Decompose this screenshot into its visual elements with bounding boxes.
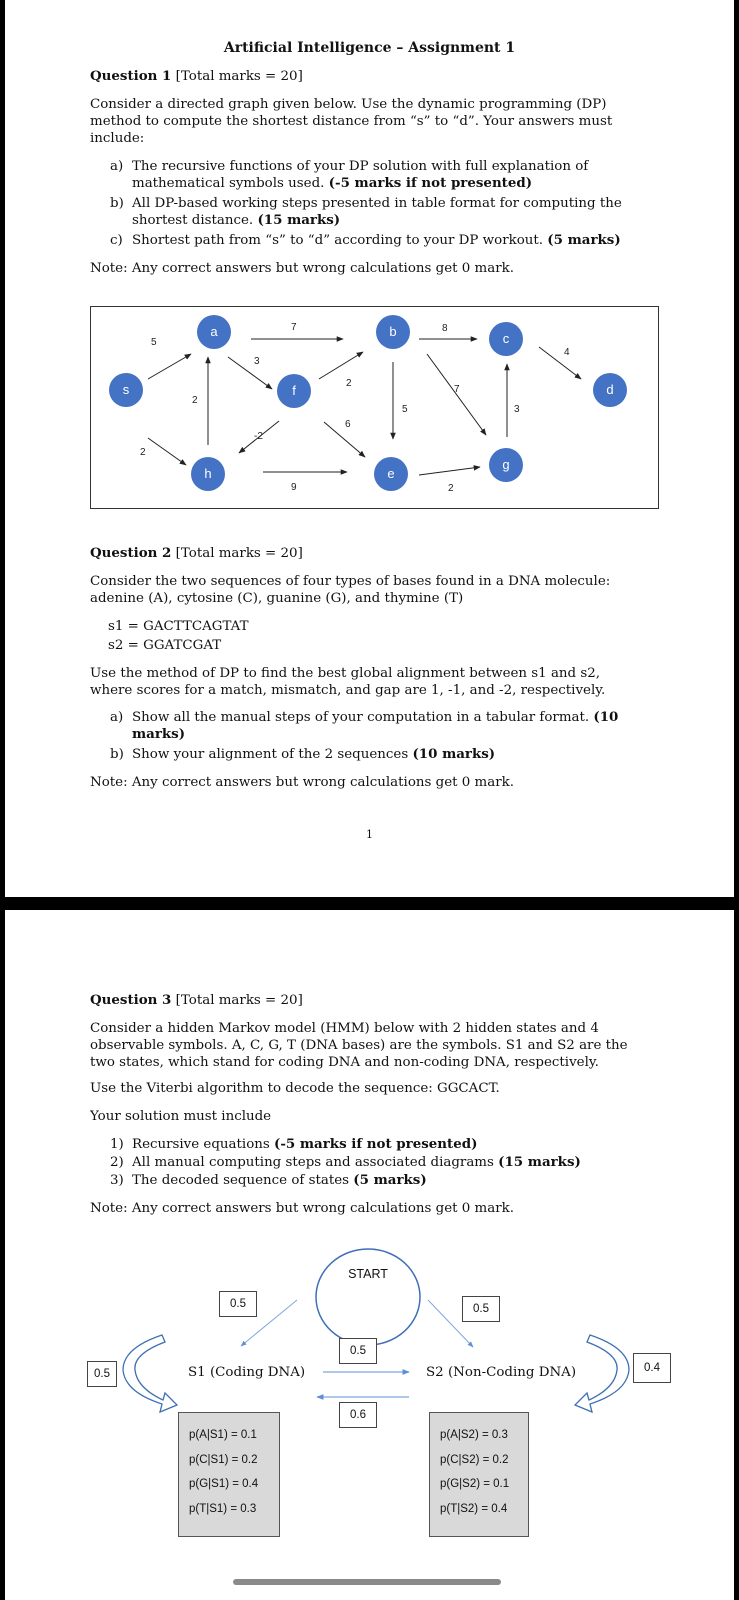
q1-note: Note: Any correct answers but wrong calculations get 0 mark. [90,261,514,276]
horizontal-scrollbar[interactable] [233,1579,501,1585]
item-text: All manual computing steps and associated diagrams [132,1155,499,1170]
edge-weight-s-h: 2 [140,447,146,458]
edge-weight-g-c: 3 [514,404,520,415]
edge-a-f [228,357,272,389]
item-text: Recursive equations [132,1137,275,1152]
document-title: Artificial Intelligence – Assignment 1 [223,40,516,56]
prob-start-to-s2: 0.5 [462,1296,500,1322]
edge-e-g [419,467,480,475]
emission-prob: p(C|S1) = 0.2 [189,1453,258,1466]
item-marks: (10 marks) [412,746,496,762]
item-marks: (-5 marks if not presented) [328,175,533,191]
item-label: 2) [110,1155,124,1170]
state-s2-label: S2 (Non-Coding DNA) [426,1365,577,1380]
edge-f-b [319,352,363,379]
hmm-diagram-arrows [5,910,734,1600]
q1-intro-line: Consider a directed graph given below. Use the dynamic programming (DP) [90,97,607,112]
item-text: Shortest path from “s” to “d” according to your DP workout. [132,233,548,248]
edge-weight-h-e: 9 [291,482,297,493]
q1-item-b [110,195,652,229]
graph-node-e: e [374,457,408,491]
s1-emission-box [178,1412,280,1537]
item-text: Show all the manual steps of your computation in a tabular format. [132,710,594,725]
emission-prob: p(T|S2) = 0.4 [440,1502,508,1515]
q2-item-a [110,709,652,743]
q1-item-c [110,232,652,249]
prob-start-to-s1: 0.5 [219,1291,257,1317]
state-s1-label: S1 (Coding DNA) [188,1365,306,1380]
emission-prob: p(G|S1) = 0.4 [189,1478,259,1490]
q3-marks: [Total marks = 20] [175,993,303,1008]
graph-node-a: a [197,315,231,349]
edge-s-a [148,354,191,379]
q2-heading: Question 2 [90,545,172,561]
item-marks: (10 [593,709,619,725]
q2-intro [90,573,610,607]
q1-heading: Question 1 [90,68,172,84]
q1-header [90,68,303,85]
edge-c-d [539,347,581,379]
q1-intro-line: include: [90,131,145,146]
item-label: c) [110,233,123,248]
graph-node-h: h [191,457,225,491]
item-label: 3) [110,1173,124,1188]
q3-intro-line: Consider a hidden Markov model (HMM) below with 2 hidden states and 4 [90,1021,599,1036]
item-label: b) [110,747,124,762]
item-marks: (5 marks) [547,232,621,248]
edge-weight-b-e: 5 [402,404,408,415]
item-text: The recursive functions of your DP solution with full explanation of [132,159,589,174]
item-text: The decoded sequence of states [132,1173,354,1188]
edge-weight-f-h: -2 [254,431,263,442]
item-label: b) [110,196,124,211]
q2-header [90,545,303,562]
item-text: mathematical symbols used. [132,176,329,191]
edge-weight-a-f: 3 [254,356,260,367]
prob-s1-self: 0.5 [87,1361,117,1387]
s2-self-loop-arrow [575,1335,629,1412]
s2-emission-box [429,1412,529,1537]
edge-weight-b-c: 8 [442,323,448,334]
q3-intro-line: two states, which stand for coding DNA and non-coding DNA, respectively. [90,1055,599,1070]
directed-graph-figure [90,306,659,509]
item-text: All DP-based working steps presented in table format for computing the [132,196,622,211]
edge-weight-f-e: 6 [345,419,351,430]
s1-self-loop-arrow [123,1335,177,1412]
emission-prob: p(G|S2) = 0.1 [440,1478,510,1490]
document-page-1 [5,0,734,897]
start-state-label: START [348,1267,388,1281]
q2-method-line: where scores for a match, mismatch, and gap are 1, -1, and -2, respectively. [90,683,606,698]
item-marks: (15 marks) [257,212,341,228]
prob-s2-to-s1: 0.6 [339,1402,377,1428]
item-marks: (15 marks) [498,1154,581,1170]
emission-prob: p(A|S1) = 0.1 [189,1429,257,1441]
page-number: 1 [366,828,373,841]
q3-must-include: Your solution must include [90,1109,272,1124]
edge-weight-c-d: 4 [564,347,570,358]
q2-item-b [110,746,652,763]
edge-weight-h-a: 2 [192,395,198,406]
q2-note: Note: Any correct answers but wrong calculations get 0 mark. [90,775,514,790]
edge-weight-a-b: 7 [291,322,297,333]
sequence-s1: s1 = GACTTCAGTAT [108,619,249,634]
q1-intro [90,96,612,147]
q3-task: Use the Viterbi algorithm to decode the sequence: GGCACT. [90,1081,500,1096]
item-marks: (-5 marks if not presented) [274,1136,478,1152]
q2-method-line: Use the method of DP to find the best global alignment between s1 and s2, [90,666,601,681]
sequence-s2: s2 = GGATCGAT [108,638,222,653]
graph-node-b: b [376,315,410,349]
q3-intro-line: observable symbols. A, C, G, T (DNA bases) are the symbols. S1 and S2 are the [90,1038,628,1053]
item-label: a) [110,159,124,174]
item-label: a) [110,710,124,725]
edge-weight-e-g: 2 [448,483,454,494]
emission-prob: p(A|S2) = 0.3 [440,1429,508,1441]
edge-weight-b-g: 7 [454,384,460,395]
edge-s-h [148,438,186,465]
graph-node-g: g [489,448,523,482]
q2-method [90,665,605,699]
item-text: shortest distance. [132,213,258,228]
q1-intro-line: method to compute the shortest distance from “s” to “d”. Your answers must [90,114,613,129]
item-label: 1) [110,1137,124,1152]
emission-prob: p(T|S1) = 0.3 [189,1502,257,1515]
item-marks: marks) [132,726,186,742]
graph-node-s: s [109,373,143,407]
q2-marks: [Total marks = 20] [175,546,303,561]
q1-marks: [Total marks = 20] [175,69,303,84]
item-marks: (5 marks) [353,1172,427,1188]
graph-node-d: d [593,373,627,407]
edge-weight-s-a: 5 [151,337,157,348]
q2-intro-line: adenine (A), cytosine (C), guanine (G), and thymine (T) [90,591,464,606]
q2-intro-line: Consider the two sequences of four types of bases found in a DNA molecule: [90,574,611,589]
edge-weight-f-b: 2 [346,378,352,389]
emission-prob: p(C|S2) = 0.2 [440,1453,509,1466]
graph-node-c: c [489,322,523,356]
prob-s2-self: 0.4 [633,1353,671,1383]
prob-s1-to-s2: 0.5 [339,1338,377,1364]
item-text: Show your alignment of the 2 sequences [132,747,413,762]
graph-node-f: f [277,374,311,408]
q3-heading: Question 3 [90,992,172,1008]
document-page-2 [5,910,734,1600]
start-state-circle [316,1249,420,1345]
q3-note: Note: Any correct answers but wrong calculations get 0 mark. [90,1201,514,1216]
q1-item-a [110,158,652,192]
